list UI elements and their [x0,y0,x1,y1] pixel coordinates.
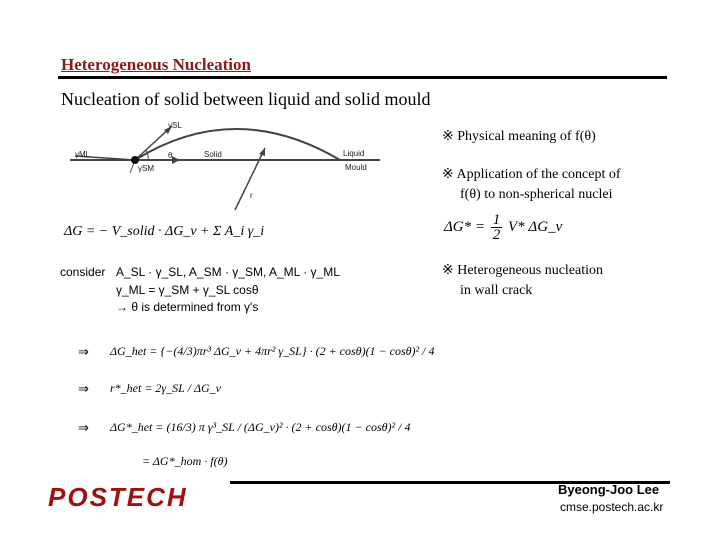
slide-subtitle: Nucleation of solid between liquid and solid mould [61,89,431,109]
label-liquid: Liquid [343,149,365,158]
author-name: Byeong-Joo Lee [558,482,660,497]
young-equation: γ_ML = γ_SM + γ_SL cosθ [116,283,259,297]
note-mark: ※ [442,129,454,144]
label-radius: r [250,191,253,200]
slide-title: Heterogeneous Nucleation [61,55,251,74]
label-mould: Mould [345,163,367,172]
star-eq-den: 2 [492,227,501,243]
note-wall-line2: in wall crack [460,283,533,298]
star-eq-rhs: V* ΔG_v [508,218,563,235]
label-solid: Solid [204,150,222,159]
note-physical-text: Physical meaning of f(θ) [457,129,596,144]
label-theta: θ [168,151,173,160]
note-application [442,165,621,205]
note-wall-crack [442,261,603,301]
arrow-1: ⇒ [78,344,89,359]
note-wall-line1: Heterogeneous nucleation [457,263,604,278]
eq-delta-g-general: ΔG = − V_solid · ΔG_v + Σ A_i γ_i [64,224,265,239]
note-application-line1: Application of the concept of [456,167,621,182]
star-eq-lhs: ΔG* = [444,218,486,235]
theta-determined: → θ is determined from γ's [116,300,259,314]
star-eq-num: 1 [492,212,501,228]
radius-line [235,148,265,210]
note-mark: ※ [442,263,454,278]
site-url: cmse.postech.ac.kr [560,500,664,514]
label-gamma-ml: γML [75,150,91,159]
note-mark: ※ [442,167,454,182]
postech-logo: POSTECH [48,482,188,512]
arrow-3: ⇒ [78,420,89,435]
consider-terms: A_SL · γ_SL, A_SM · γ_SM, A_ML · γ_ML [116,265,340,279]
eq-dg-homogeneous: = ΔG*_hom · f(θ) [142,454,228,468]
eq-r-critical: r*_het = 2γ_SL / ΔG_v [110,381,221,395]
star-equation [444,213,562,242]
title-rule [58,76,667,79]
note-application-line2: f(θ) to non-spherical nuclei [460,187,613,202]
wetting-diagram [60,118,390,218]
eq-het-energy: ΔG_het = {−(4/3)πr³ ΔG_v + 4πr² γ_SL} · (2 + cosθ)(1 − cosθ)² / 4 [110,344,435,358]
eq-dg-critical: ΔG*_het = (16/3) π γ³_SL / (ΔG_v)² · (2 + cosθ)(1 − cosθ)² / 4 [110,420,411,434]
note-physical [442,127,596,147]
label-gamma-sl: γSL [168,121,182,130]
solid-cap-outline [135,129,340,160]
label-gamma-sm: γSM [138,164,154,173]
arrow-2: ⇒ [78,381,89,396]
consider-label: consider [60,265,106,279]
triple-point [131,156,139,164]
